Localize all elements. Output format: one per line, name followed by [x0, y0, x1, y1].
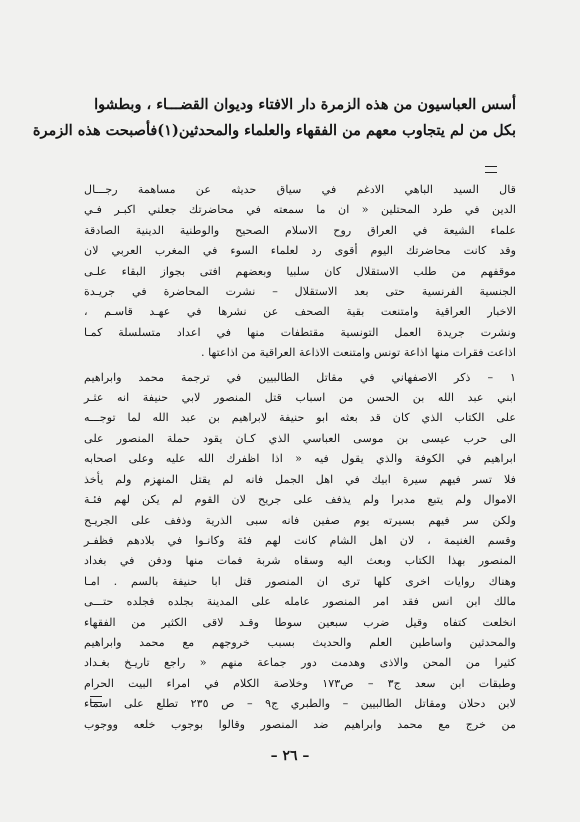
footnote-line: وهناك روايات اخرى كلها ترى ان المنصور قتل ابا حنيفة بالسم . امـا [84, 574, 516, 588]
footnote-line: قال السيد الباهي الادغم في سياق حديثه عن مساهمة رجـــال [84, 183, 516, 196]
footnote-line: اذاعت فقرات منها اذاعة تونس وامتنعت الاذاعة العراقية من اذاعتها . [200, 346, 516, 360]
main-text-line: أسس العباسيون من هذه الزمرة دار الافتاء وديوان القضـــاء ، وبطشوا [94, 96, 516, 113]
footnote-line: الى حرب عيسى بن موسى العباسي الذي كـان يقود حملة المنصور على [84, 431, 516, 445]
footnote-line: ١ – ذكر الاصفهاني في مقاتل الطالبيين في ترجمة محمد وابراهيم [84, 370, 516, 384]
footnote-line: من خرج مع محمد وابراهيم ضد المنصور وقالوا بوجوب خلعه ووجوب [84, 717, 516, 731]
footnote-line: الجنسية الفرنسية حتى بعد الاستقلال – نشرت المحاضرة في جريـدة [84, 285, 516, 299]
footnote-line: الاموال ولم يتبع مدبرا ولم يذفف على جريح لان القوم لم يكن لهم فئـة [84, 493, 516, 507]
footnote-line: الاخبار العراقية وامتنعت بقية الصحف عن نشرها في عهـد قاسـم ، [84, 305, 516, 319]
main-text-line: بكل من لم يتجاوب معهم من الفقهاء والعلماء والمحدثين(١)فأصبحت هذه الزمرة [32, 122, 516, 139]
footnote-line: علماء الشيعة في العراق روح الاسلام الصحيح والوطنية الدينية الصادقة [84, 223, 516, 237]
separator-bottom [90, 696, 102, 703]
footnote-line: ابراهيم في الكوفة والذي يقول فيه « اذا اظفرك الله عليه وعلى اصحابه [84, 452, 516, 466]
footnote-line: انخلعت كتفاه وقيل ضرب سبعين سوطا وقـد لاقى الكثير من الفقهاء [84, 615, 516, 629]
footnote-line: ونشرت جريدة العمل التونسية مقتطفات منها في اعداد متسلسلة كمـا [84, 325, 516, 339]
footnote-line: موقفهم من طلب الاستقلال كان سلبيا وبعضهم افتى بجواز البقاء علـى [84, 264, 516, 278]
footnote-line: وقسم الغنيمة ، لان اهل الشام كانت لهم فئة وكانـوا في بلادهم فظفـر [84, 533, 516, 547]
footnotes [84, 180, 516, 735]
page-number: – ٢٦ – [270, 748, 310, 764]
footnote-line: مالك ابن انس فقد امر المنصور عامله على المدينة بجلده فجلده حتـــى [84, 595, 516, 609]
footnote-line: وقد كانت محاضرتك اليوم أقوى رد لعلماء السوء في المغرب العربي لان [84, 244, 516, 258]
footnote-line: ابني عبد الله بن الحسن من اسباب قتل المنصور لابي حنيفة انه عثـر [84, 391, 516, 405]
main-text [32, 92, 516, 144]
footnote-line: ولكن سر فيهم بسيرته يوم صفين فانه سبى الذرية وذفف على الجريـح [84, 513, 516, 527]
footnote-line: الدين في طرد المحتلين « ان ما سمعته في محاضرتك جعلني اكبـر فـي [84, 203, 516, 217]
footnote-line: وطبقات ابن سعد ج٣ – ص١٧٣ وخلاصة الكلام في امراء البيت الحرام [84, 676, 516, 690]
footnote-paragraph-1 [84, 180, 516, 364]
footnote-paragraph-2 [84, 368, 516, 735]
footnote-line: لابن دحلان ومقاتل الطالبيين – والطبري ج٩ – ص ٢٣٥ تطلع على اسماء [84, 697, 516, 711]
footnote-line: على الكتاب الذي كان قد بعثه ابو حنيفة لابراهيم بن عبد الله لما توجـــه [84, 411, 516, 425]
footnote-line: كثيرا من المحن والاذى وهدمت دور جماعة منهم « راجع تاريـخ بغـداد [84, 656, 516, 670]
footnote-line: والمحدثين واساطين العلم والحديث بسبب خروجهم مع محمد وابراهيم [84, 635, 516, 649]
footnote-line: المنصور بهذا الكتاب وبعث اليه وسقاه شربة فمات منها ودفن في بغداد [84, 554, 516, 568]
footnote-line: فلا تسر فيهم سيرة ابيك في اهل الجمل فانه لم يقتل المنهزم ولم يأخذ [84, 472, 516, 486]
separator-top [485, 166, 497, 173]
